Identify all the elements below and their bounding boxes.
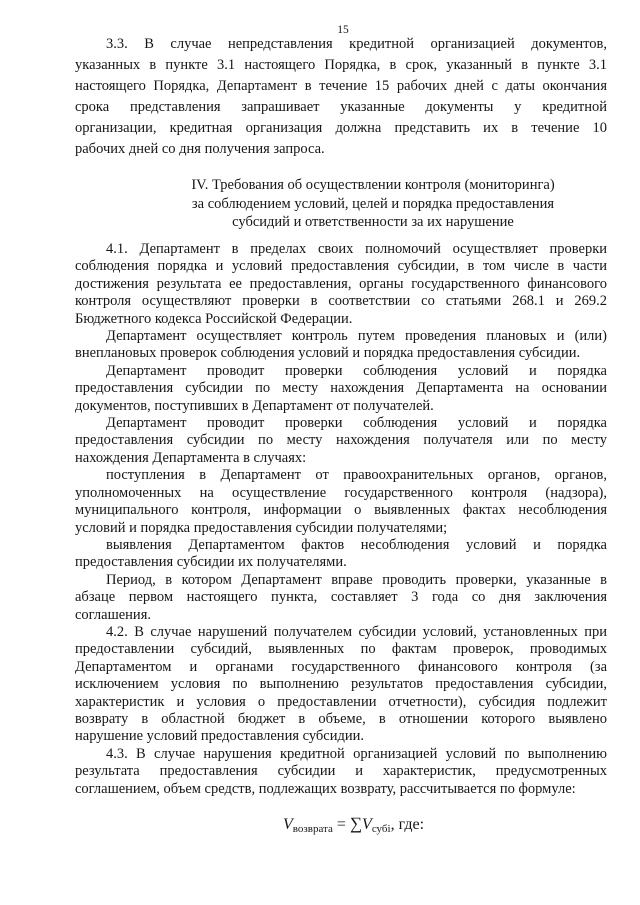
text-line: выявления Департаментом фактов несоблюдения условий и порядка bbox=[106, 536, 607, 553]
text-line: возврату в областной бюджет в объеме, в отношении которого выявлено bbox=[75, 710, 607, 727]
refund-formula bbox=[283, 812, 424, 837]
formula-tail: , где: bbox=[390, 816, 425, 833]
paragraph-inspection-period bbox=[75, 572, 607, 624]
paragraph-3-3 bbox=[75, 34, 607, 160]
paragraph-4-3 bbox=[75, 746, 607, 798]
formula-equals: = bbox=[336, 816, 346, 833]
text-line: характеристик и условия о предоставлении отчетности), субсидия подлежит bbox=[75, 693, 607, 710]
text-line: абзаце первом настоящего пункта, составляет 3 года со дня заключения bbox=[75, 589, 607, 606]
heading-line: субсидий и ответственности за их нарушение bbox=[232, 214, 514, 230]
text-line: документов, поступивших в Департамент от получателей. bbox=[75, 397, 434, 414]
text-line: предоставления субсидии по месту нахождения получателя или по месту bbox=[75, 432, 607, 449]
text-line: соглашением, объем средств, подлежащих возврату, рассчитывается по формуле: bbox=[75, 780, 576, 797]
text-line: нахождения Департамента в случаях: bbox=[75, 449, 307, 466]
text-line: срока представления запрашивает указанные документы у кредитной bbox=[75, 99, 607, 115]
section-body bbox=[75, 241, 607, 798]
paragraph-inspection-at-recipient bbox=[75, 415, 607, 467]
text-line: муниципального контроля, информации о выявленных фактах несоблюдения bbox=[75, 502, 607, 519]
text-line: исключением условия по выполнению результатов предоставления субсидии, bbox=[75, 676, 607, 693]
heading-line: за соблюдением условий, целей и порядка предоставления bbox=[191, 195, 555, 212]
formula-subscript-sub: субi bbox=[371, 823, 391, 835]
text-line: 4.1. Департамент в пределах своих полномочий осуществляет проверки bbox=[106, 241, 607, 257]
text-line: предоставления субсидии по месту нахождения Департамента на основании bbox=[75, 380, 607, 397]
text-line: Департаментом и органами государственного финансового контроля (за bbox=[75, 658, 607, 675]
text-line: 4.2. В случае нарушений получателем субсидии условий, установленных при bbox=[106, 623, 607, 640]
formula-variable-v: V bbox=[283, 816, 293, 833]
text-line: 4.3. В случае нарушения кредитной организацией условий по выполнению bbox=[106, 745, 607, 762]
heading-line: IV. Требования об осуществлении контроля (мониторинга) bbox=[191, 177, 555, 193]
formula-subscript-return: возврата bbox=[292, 823, 333, 835]
text-line: нарушение условий предоставления субсидии. bbox=[75, 728, 365, 745]
paragraph-control-method bbox=[75, 328, 607, 363]
list-item-law-enforcement-info bbox=[75, 467, 607, 537]
text-line: условий и порядка предоставления субсидии получателями; bbox=[75, 519, 448, 536]
text-line: предоставления субсидии их получателями. bbox=[75, 554, 347, 571]
text-line: результата предоставления субсидии и характеристик, предусмотренных bbox=[75, 763, 607, 780]
text-line: Период, в котором Департамент вправе проводить проверки, указанные в bbox=[106, 571, 607, 588]
text-line: внеплановых проверок соблюдения условий и порядка предоставления субсидии. bbox=[75, 345, 581, 362]
text-line: достижения результата ее предоставления, органы государственного финансового bbox=[75, 275, 607, 292]
text-line: Департамент осуществляет контроль путем проведения плановых и (или) bbox=[106, 328, 607, 345]
text-line: настоящего Порядка, Департамент в течение 15 рабочих дней с даты окончания bbox=[75, 78, 607, 94]
text-line: соглашения. bbox=[75, 606, 151, 623]
text-line: предоставлении субсидий, выявленных по фактам проверок, проводимых bbox=[75, 641, 607, 658]
section-heading bbox=[118, 176, 628, 232]
text-line: соблюдения порядка и условий предоставления субсидии, в том числе в части bbox=[75, 258, 607, 275]
paragraph-4-1 bbox=[75, 241, 607, 328]
text-line: указанных в пункте 3.1 настоящего Порядка, в срок, указанный в пункте 3.1 bbox=[75, 57, 607, 73]
text-line: 3.3. В случае непредставления кредитной организацией документов, bbox=[106, 36, 607, 52]
text-line: Департамент проводит проверки соблюдения условий и порядка bbox=[106, 362, 607, 379]
text-line: контроля осуществляют проверки в соответствии со статьями 268.1 и 269.2 bbox=[75, 293, 607, 310]
text-line: Бюджетного кодекса Российской Федерации. bbox=[75, 310, 353, 327]
list-item-violations-detected bbox=[75, 537, 607, 572]
text-line: поступления в Департамент от правоохранительных органов, органов, bbox=[106, 467, 607, 484]
paragraph-inspection-at-department bbox=[75, 363, 607, 415]
formula-sum-sign: ∑ bbox=[349, 814, 363, 833]
formula-variable-v-sub: V bbox=[362, 816, 372, 833]
paragraph-4-2 bbox=[75, 624, 607, 746]
text-line: уполномоченных на осуществление государственного контроля (надзора), bbox=[75, 484, 607, 501]
text-line: рабочих дней со дня получения запроса. bbox=[75, 141, 325, 157]
text-line: Департамент проводит проверки соблюдения условий и порядка bbox=[106, 415, 607, 432]
text-line: организации, кредитная организация должна представить их в течение 10 bbox=[75, 120, 607, 136]
page-number: 15 bbox=[337, 24, 349, 36]
